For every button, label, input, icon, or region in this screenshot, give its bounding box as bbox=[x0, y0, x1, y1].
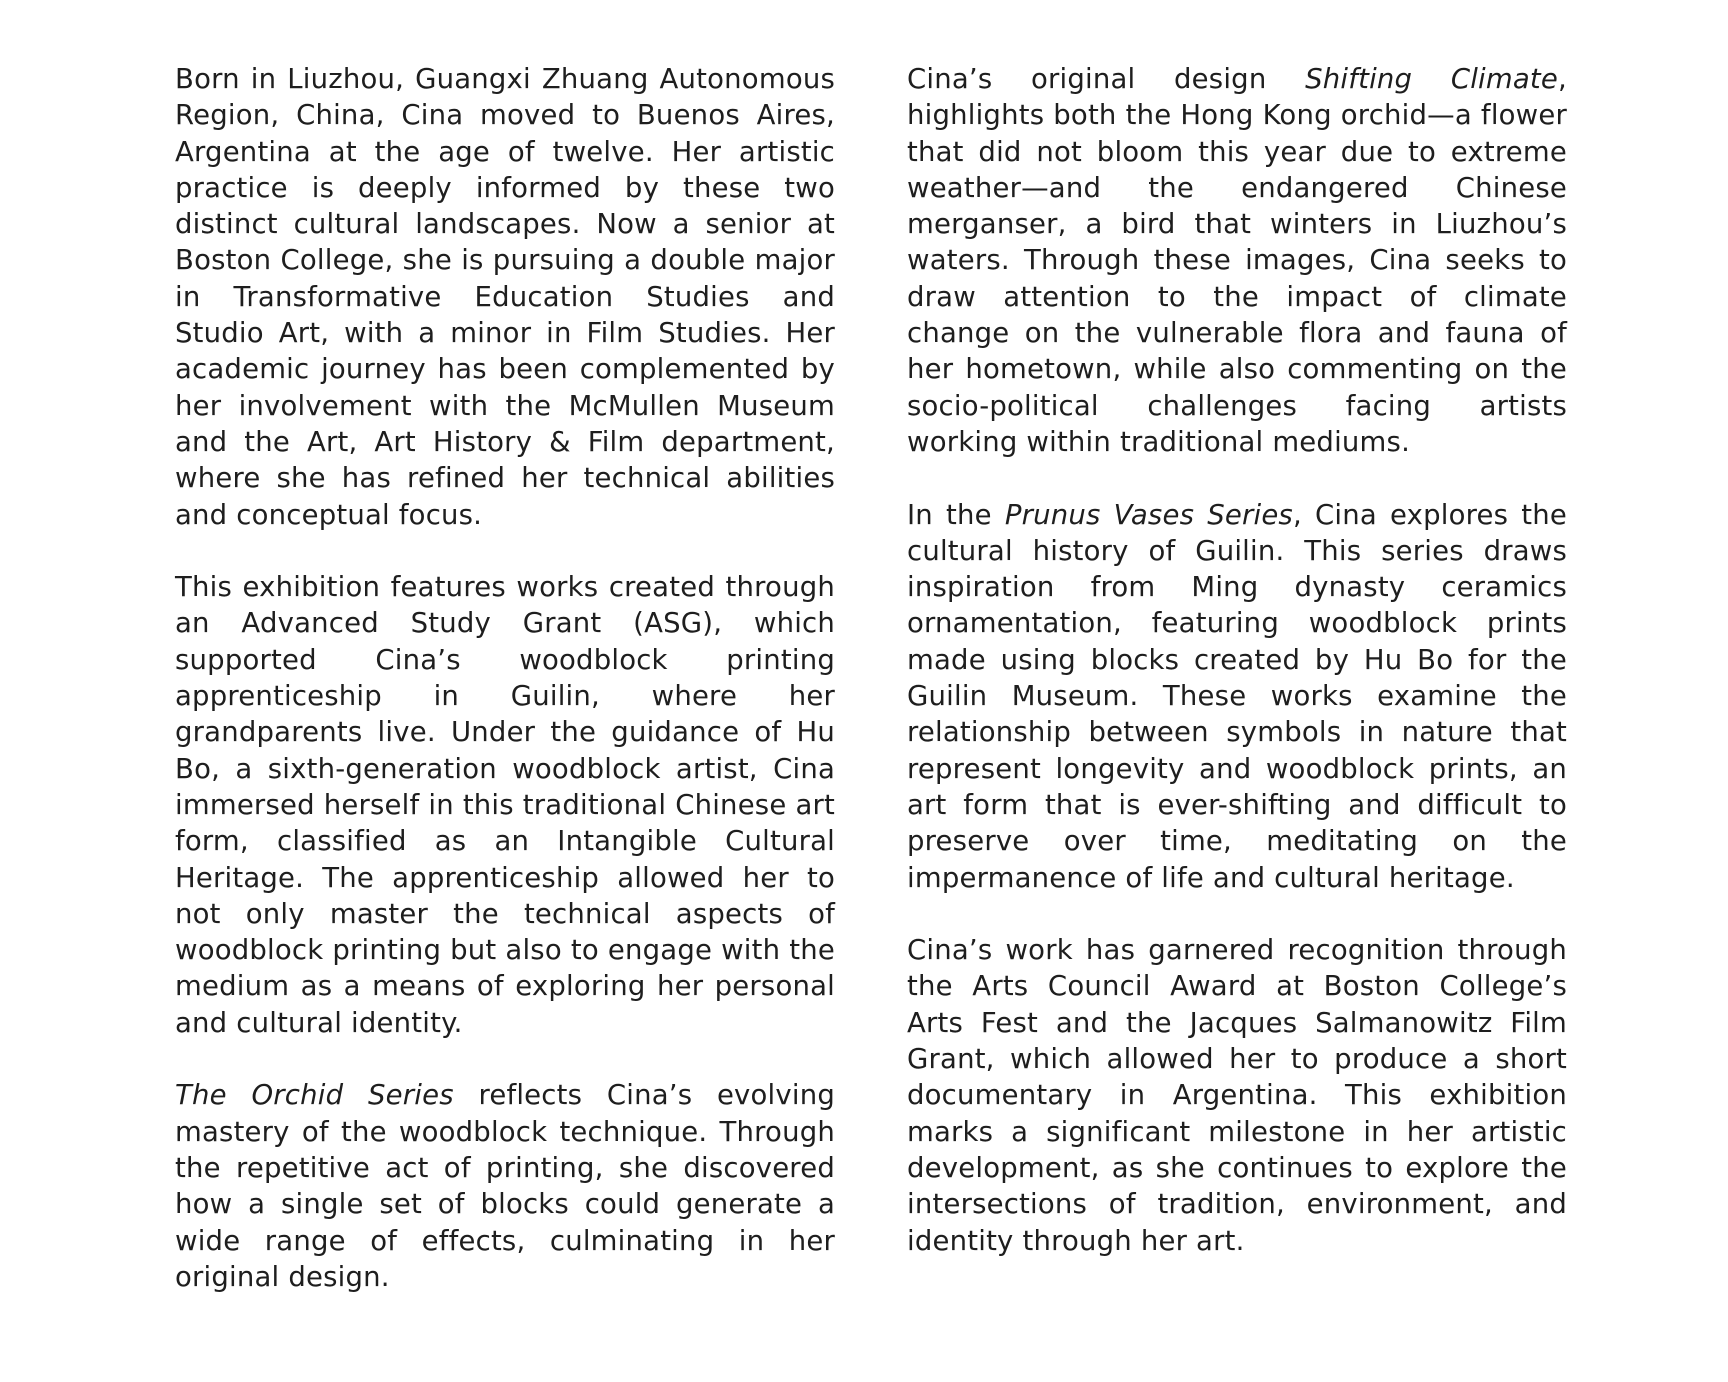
paragraph-prunus-vases bbox=[907, 497, 1567, 896]
paragraph-shifting-climate bbox=[907, 61, 1567, 460]
orchid-series-text: reflects Cina’s evolving mastery of the woodblock technique. Through the repetitive act of printing, she discovered how a single set of blocks could generate a wide range of effects, culminating in her original design. bbox=[175, 1079, 835, 1293]
prunus-vases-intro: In the bbox=[907, 498, 1005, 531]
shifting-climate-text: , highlights both the Hong Kong orchid—a flower that did not bloom this year due to extreme weather—and the endangered Chinese merganser, a bird that winters in Liuzhou’s waters. Through these images, Cina seeks to draw attention to the impact of climate change on the vulnerable flora and fauna of her hometown, while also commenting on the socio-political challenges facing artists working within traditional mediums. bbox=[907, 63, 1567, 458]
paragraph-biography: Born in Liuzhou, Guangxi Zhuang Autonomous Region, China, Cina moved to Buenos Aires, Argentina at the age of twelve. Her artistic practice is deeply informed by these two distinct cultural landscapes. Now a senior at Boston College, she is pursuing a double major in Transformative Education Studies and Studio Art, with a minor in Film Studies. Her academic journey has been complemented by her involvement with the McMullen Museum and the Art, Art History & Film department, where she has refined her technical abilities and conceptual focus. bbox=[175, 63, 835, 531]
shifting-climate-intro: Cina’s original design bbox=[907, 63, 1306, 95]
paragraph-recognition: Cina’s work has garnered recognition through the Arts Council Award at Boston College’s Arts Fest and the Jacques Salmanowitz Film Grant, which allowed her to produce a short documentary in Argentina. This exhibition marks a significant milestone in her artistic development, as she continues to explore the intersections of tradition, environment, and identity through her art. bbox=[907, 934, 1567, 1257]
work-title-shifting-climate: Shifting Climate bbox=[1305, 63, 1559, 95]
left-column bbox=[175, 61, 835, 1295]
series-title-prunus-vases: Prunus Vases Series bbox=[1004, 498, 1293, 531]
paragraph-orchid-series bbox=[175, 1077, 835, 1295]
prunus-vases-text: , Cina explores the cultural history of Guilin. This series draws inspiration from Ming dynasty ceramics ornamentation, featuring woodblock prints made using blocks created by Hu Bo for the Guilin Museum. These works examine the relationship between symbols in nature that represent longevity and woodblock prints, an art form that is ever-shifting and difficult to preserve over time, meditating on the impermanence of life and cultural heritage. bbox=[907, 498, 1567, 894]
paragraph-exhibition-grant: This exhibition features works created through an Advanced Study Grant (ASG), which supported Cina’s woodblock printing apprenticeship in Guilin, where her grandparents live. Under the guidance of Hu Bo, a sixth-generation woodblock artist, Cina immersed herself in this traditional Chinese art form, classified as an Intangible Cultural Heritage. The apprenticeship allowed her to not only master the technical aspects of woodblock printing but also to engage with the medium as a means of exploring her personal and cultural identity. bbox=[175, 571, 835, 1039]
series-title-orchid: The Orchid Series bbox=[175, 1079, 454, 1112]
right-column bbox=[907, 61, 1567, 1259]
